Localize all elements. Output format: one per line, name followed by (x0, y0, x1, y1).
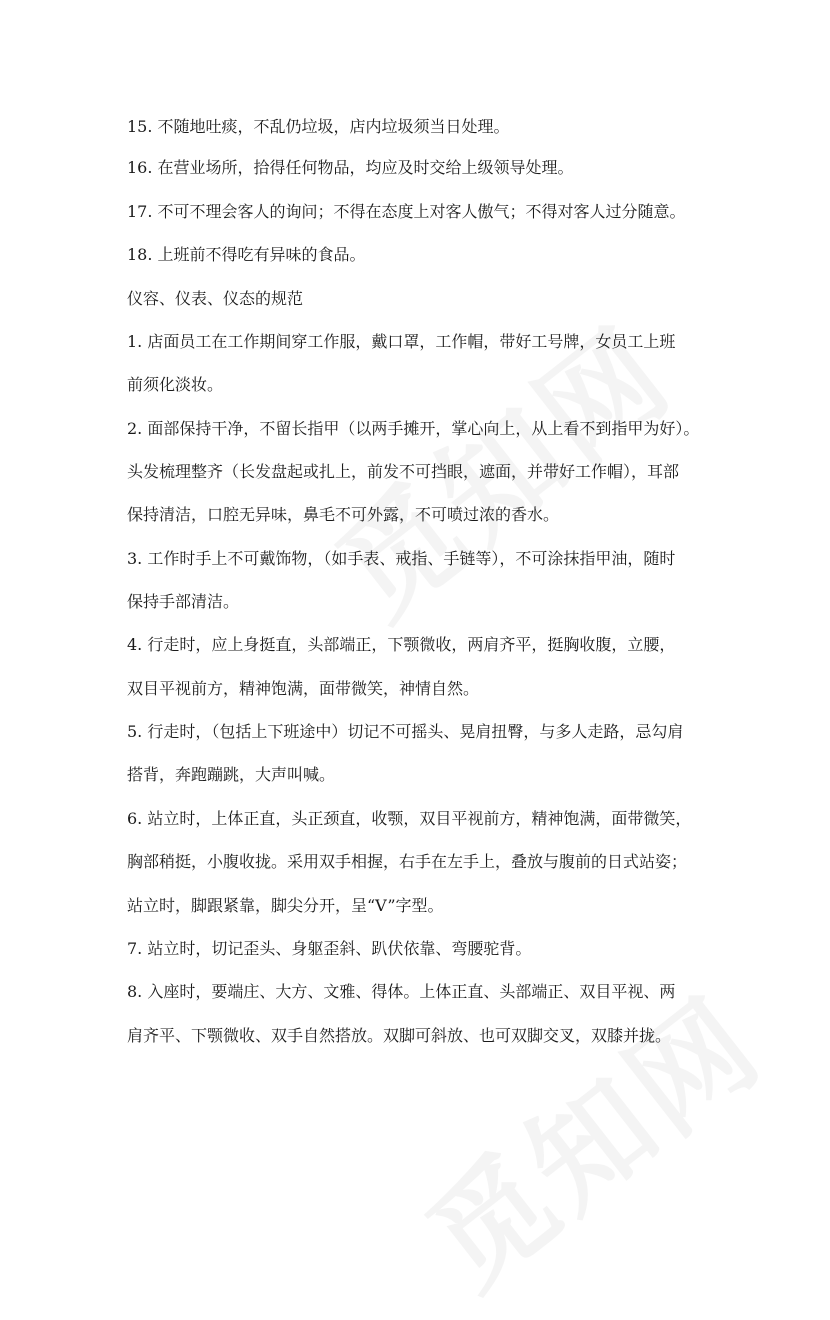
rule-3-line-1: 3. 工作时手上不可戴饰物，（如手表、戒指、手链等），不可涂抹指甲油，随时 (127, 549, 676, 568)
rule-2-line-3: 保持清洁，口腔无异味，鼻毛不可外露，不可喷过浓的香水。 (127, 505, 560, 524)
rule-18: 18. 上班前不得吃有异味的食品。 (127, 245, 366, 264)
rule-6-line-3: 站立时，脚跟紧靠，脚尖分开，呈“V”字型。 (127, 896, 444, 915)
rule-17: 17. 不可不理会客人的询问；不得在态度上对客人傲气；不得对客人过分随意。 (127, 202, 686, 221)
rule-15: 15. 不随地吐痰，不乱仍垃圾，店内垃圾须当日处理。 (127, 117, 510, 136)
rule-16: 16. 在营业场所，拾得任何物品，均应及时交给上级领导处理。 (127, 158, 574, 177)
rule-1-line-1: 1. 店面员工在工作期间穿工作服，戴口罩，工作帽，带好工号牌，女员工上班 (127, 332, 676, 351)
rule-5-line-2: 搭背，奔跑蹦跳，大声叫喊。 (127, 765, 336, 784)
rule-7: 7. 站立时，切记歪头、身躯歪斜、趴伏依靠、弯腰驼背。 (127, 939, 532, 958)
rule-2-line-1: 2. 面部保持干净，不留长指甲（以两手摊开，掌心向上，从上看不到指甲为好）。 (127, 419, 700, 438)
section-heading: 仪容、仪表、仪态的规范 (127, 289, 304, 308)
rule-8-line-2: 肩齐平、下颚微收、双手自然搭放。双脚可斜放、也可双脚交叉，双膝并拢。 (127, 1026, 672, 1045)
rule-4-line-2: 双目平视前方，精神饱满，面带微笑，神情自然。 (127, 679, 480, 698)
watermark-bottom (387, 952, 791, 1320)
rule-2-line-2: 头发梳理整齐（长发盘起或扎上，前发不可挡眼，遮面，并带好工作帽），耳部 (127, 462, 680, 481)
rule-6-line-2: 胸部稍挺，小腹收拢。采用双手相握，右手在左手上，叠放与腹前的日式站姿； (127, 852, 688, 871)
rule-4-line-1: 4. 行走时，应上身挺直，头部端正，下颚微收，两肩齐平，挺胸收腹，立腰， (127, 635, 676, 654)
rule-1-line-2: 前须化淡妆。 (127, 375, 224, 394)
rule-5-line-1: 5. 行走时，（包括上下班途中）切记不可摇头、晃肩扭臀，与多人走路，忌勾肩 (127, 722, 684, 741)
rule-8-line-1: 8. 入座时，要端庄、大方、文雅、得体。上体正直、头部端正、双目平视、两 (127, 982, 676, 1001)
rule-3-line-2: 保持手部清洁。 (127, 592, 240, 611)
rule-6-line-1: 6. 站立时，上体正直，头正颈直，收颚，双目平视前方，精神饱满，面带微笑， (127, 809, 692, 828)
